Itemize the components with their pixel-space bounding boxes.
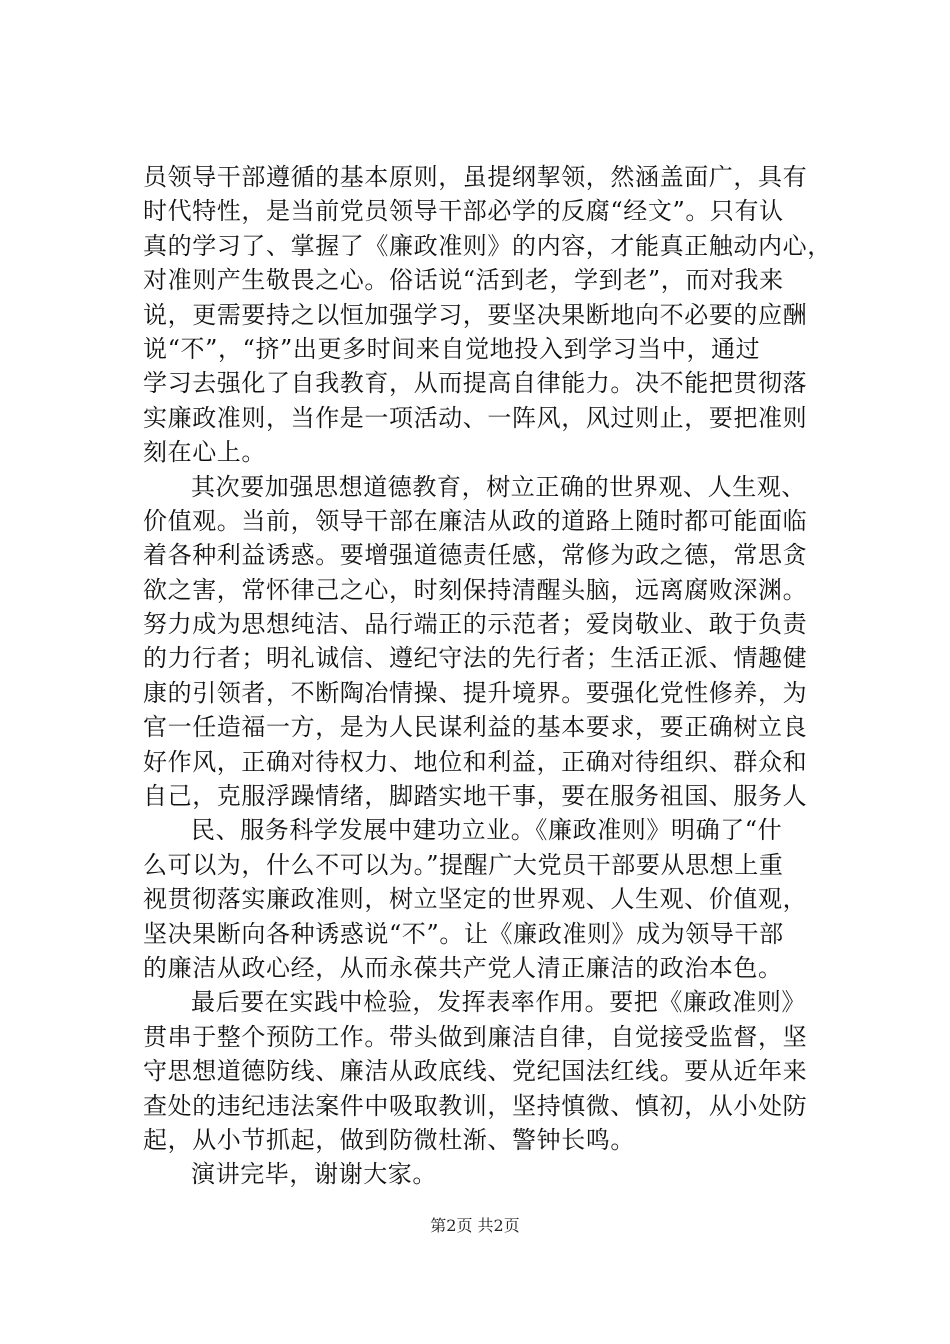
text-line: 的力行者；明礼诚信、遵纪守法的先行者；生活正派、情趣健: [143, 644, 808, 673]
text-line: 说，更需要持之以恒加强学习，要坚决果断地向不必要的应酬: [143, 300, 808, 329]
text-line: 着各种利益诱惑。要增强道德责任感，常修为政之德，常思贪: [143, 541, 808, 570]
text-line: 视贯彻落实廉政准则，树立坚定的世界观、人生观、价值观，: [143, 885, 808, 914]
text-line: 守思想道德防线、廉洁从政底线、党纪国法红线。要从近年来: [143, 1057, 808, 1086]
text-line: 刻在心上。: [143, 438, 266, 467]
text-line: 价值观。当前，领导干部在廉洁从政的道路上随时都可能面临: [143, 506, 808, 535]
text-line: 努力成为思想纯洁、品行端正的示范者；爱岗敬业、敢于负责: [143, 610, 808, 639]
text-line: 康的引领者，不断陶冶情操、提升境界。要强化党性修养，为: [143, 678, 808, 707]
text-line: 坚决果断向各种诱惑说“不”。让《廉政准则》成为领导干部: [143, 919, 784, 948]
text-line: 实廉政准则，当作是一项活动、一阵风，风过则止，要把准则: [143, 403, 808, 432]
text-line: 演讲完毕，谢谢大家。: [191, 1160, 437, 1189]
text-line: 员领导干部遵循的基本原则，虽提纲挈领，然涵盖面广，具有: [143, 163, 808, 191]
text-line: 时代特性，是当前党员领导干部必学的反腐“经文”。只有认: [143, 197, 784, 226]
document-body: [143, 160, 843, 1192]
text-line: 真的学习了、掌握了《廉政准则》的内容，才能真正触动内心，: [143, 231, 832, 260]
text-line: 贯串于整个预防工作。带头做到廉洁自律，自觉接受监督，坚: [143, 1022, 808, 1051]
text-line: 官一任造福一方，是为人民谋利益的基本要求，要正确树立良: [143, 713, 808, 742]
text-line: 民、服务科学发展中建功立业。《廉政准则》明确了“什: [191, 816, 783, 845]
page-footer: 第2页 共2页: [430, 1216, 520, 1235]
text-line: 么可以为，什么不可以为。”提醒广大党员干部要从思想上重: [143, 850, 784, 879]
text-line: 学习去强化了自我教育，从而提高自律能力。决不能把贯彻落: [143, 369, 808, 398]
text-line: 好作风，正确对待权力、地位和利益，正确对待组织、群众和: [143, 747, 808, 776]
text-line: 的廉洁从政心经，从而永葆共产党人清正廉洁的政治本色。: [143, 953, 783, 982]
text-line: 说“不”，“挤”出更多时间来自觉地投入到学习当中，通过: [143, 334, 761, 363]
text-line: 对准则产生敬畏之心。俗话说“活到老，学到老”，而对我来: [143, 266, 784, 295]
text-line: 自己，克服浮躁情绪，脚踏实地干事，要在服务祖国、服务人: [143, 782, 808, 811]
text-line: 起，从小节抓起，做到防微杜渐、警钟长鸣。: [143, 1125, 635, 1154]
text-line: 查处的违纪违法案件中吸取教训，坚持慎微、慎初，从小处防: [143, 1091, 808, 1120]
text-line: 其次要加强思想道德教育，树立正确的世界观、人生观、: [191, 472, 806, 501]
text-line: 欲之害，常怀律己之心，时刻保持清醒头脑，远离腐败深渊。: [143, 575, 808, 604]
text-line: 最后要在实践中检验，发挥表率作用。要把《廉政准则》: [191, 988, 806, 1017]
